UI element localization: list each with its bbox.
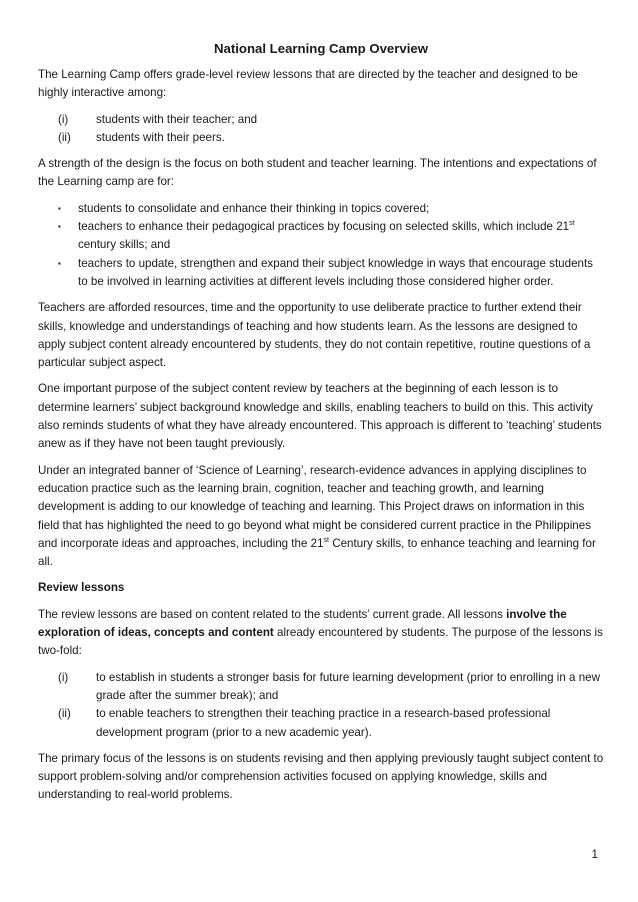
document-title: National Learning Camp Overview bbox=[214, 41, 428, 56]
list-text: students with their peers. bbox=[96, 130, 225, 144]
list-text bbox=[78, 218, 604, 255]
intentions-list bbox=[38, 200, 604, 291]
list-text: to enable teachers to strengthen their teaching practice in a research-based professional development program (prior to a new academic year). bbox=[96, 707, 551, 739]
list-item bbox=[38, 111, 604, 129]
paragraph-part: Century skills, to enhance teaching and learning for all. bbox=[38, 536, 596, 569]
list-label: (ii) bbox=[58, 130, 71, 144]
paragraph-part: Under an integrated banner of ‘Science of Learning’, research-evidence advances in applying disciplines to education practice such as the learning brain, cognition, teacher and teaching growth, and learning development is adding to our knowledge of teaching and learning. This Project draws on information in this field that has highlighted the need to go beyond what might be considered current practice in the Philippines and incorporate ideas and approaches, including the 21 bbox=[38, 463, 591, 550]
purpose-paragraph: One important purpose of the subject content review by teachers at the beginning of each lesson is to determine learners’ subject background knowledge and skills, enabling teachers to build on this. This activity also reminds students of what they have already encountered. This approach is different to ‘teaching’ students anew as if they have not been taught previously. bbox=[38, 382, 602, 451]
interactive-among-list bbox=[38, 111, 604, 148]
square-bullet-icon: ▪ bbox=[58, 258, 61, 268]
document-page bbox=[38, 40, 604, 813]
list-item bbox=[38, 200, 604, 218]
review-paragraph bbox=[38, 606, 604, 661]
primary-focus-paragraph: The primary focus of the lessons is on students revising and then applying previously taught subject content to support problem-solving and/or comprehension activities focused on applying knowledge, skills and understanding to real-world problems. bbox=[38, 751, 604, 802]
paragraph-part: already encountered by students. The purpose of the lessons is two-fold: bbox=[38, 626, 603, 658]
square-bullet-icon: ▪ bbox=[58, 203, 61, 213]
ordinal-superscript: st bbox=[569, 220, 575, 228]
list-item bbox=[38, 129, 604, 147]
square-bullet-icon: ▪ bbox=[58, 222, 61, 232]
two-fold-list bbox=[38, 669, 604, 742]
strength-paragraph: A strength of the design is the focus on both student and teacher learning. The intentions and expectations of the Learning camp are for: bbox=[38, 157, 597, 189]
list-text: teachers to update, strengthen and expand their subject knowledge in ways that encourage students to be involved in learning activities at different levels including those considered higher order. bbox=[78, 256, 593, 288]
list-item bbox=[38, 669, 604, 706]
list-text: to establish in students a stronger basis for future learning development (prior to enrolling in a new grade after the summer break); and bbox=[96, 670, 600, 702]
list-text-part: century skills; and bbox=[78, 238, 171, 252]
list-item bbox=[38, 218, 604, 255]
ordinal-superscript: st bbox=[323, 536, 329, 544]
science-paragraph bbox=[38, 462, 604, 572]
list-text: students with their teacher; and bbox=[96, 112, 258, 126]
teachers-paragraph: Teachers are afforded resources, time and the opportunity to use deliberate practice to further extend their skills, knowledge and understandings of teaching and how students learn. As the lessons are designed to apply subject content already encountered by students, they do not contain repetitive, routine questions of a particular subject aspect. bbox=[38, 301, 591, 370]
list-text: students to consolidate and enhance their thinking in topics covered; bbox=[78, 201, 430, 215]
list-item bbox=[38, 705, 604, 742]
list-label: (i) bbox=[58, 670, 69, 684]
section-heading: Review lessons bbox=[38, 581, 125, 595]
list-label: (i) bbox=[58, 112, 69, 126]
list-item bbox=[38, 255, 604, 292]
list-text-part: teachers to enhance their pedagogical practices by focusing on selected skills, which include 21 bbox=[78, 220, 570, 234]
intro-paragraph: The Learning Camp offers grade-level review lessons that are directed by the teacher and designed to be highly interactive among: bbox=[38, 68, 578, 100]
paragraph-part: The review lessons are based on content related to the students’ current grade. All lessons bbox=[38, 607, 507, 621]
bold-phrase: involve the exploration of ideas, concepts and content bbox=[38, 607, 567, 640]
list-label: (ii) bbox=[58, 707, 71, 721]
page-number: 1 bbox=[591, 848, 598, 861]
